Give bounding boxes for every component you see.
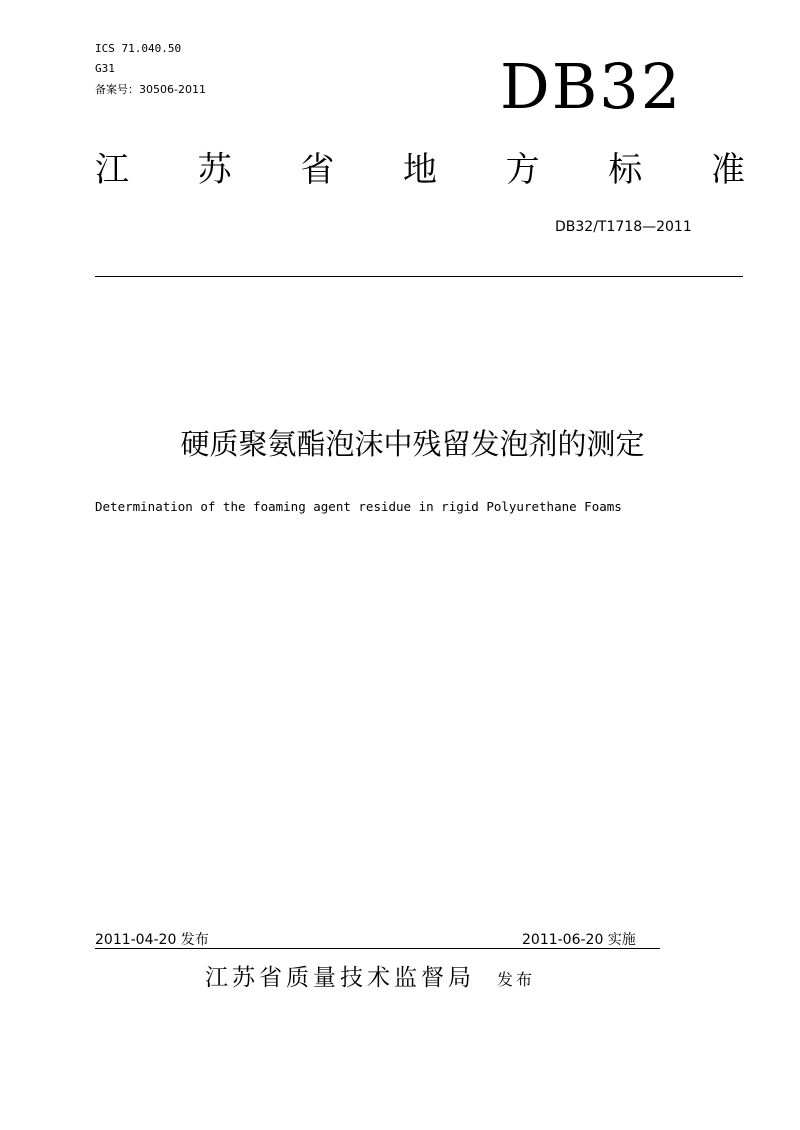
standard-type-char: 江 <box>95 150 129 190</box>
document-title-cn: 硬质聚氨酯泡沫中残留发泡剂的测定 <box>180 427 645 461</box>
standard-type-char: 省 <box>300 150 335 190</box>
standard-type-char: 苏 <box>197 150 232 190</box>
publish-date: 2011-04-20 发布 <box>95 932 209 948</box>
standard-type-char: 方 <box>505 150 540 190</box>
effective-date: 2011-06-20 实施 <box>522 932 636 948</box>
standard-type-heading <box>95 146 745 194</box>
ics-code: ICS 71.040.50 <box>95 42 182 55</box>
standard-logo: DB32 <box>500 50 683 123</box>
issuer-line <box>205 960 535 996</box>
document-title-en: Determination of the foaming agent residue in rigid Polyurethane Foams <box>95 499 622 514</box>
classification-code: G31 <box>95 62 115 75</box>
standard-type-char: 地 <box>402 150 437 190</box>
standard-type-char: 标 <box>608 150 643 190</box>
record-number: 备案号：30506-2011 <box>95 83 206 96</box>
standard-type-char: 准 <box>710 150 745 190</box>
issuer-name: 江苏省质量技术监督局 <box>205 965 475 991</box>
issuer-suffix: 发布 <box>497 970 536 989</box>
header-divider <box>95 276 743 277</box>
footer-divider <box>95 948 660 949</box>
standard-number: DB32/T1718—2011 <box>555 219 692 235</box>
